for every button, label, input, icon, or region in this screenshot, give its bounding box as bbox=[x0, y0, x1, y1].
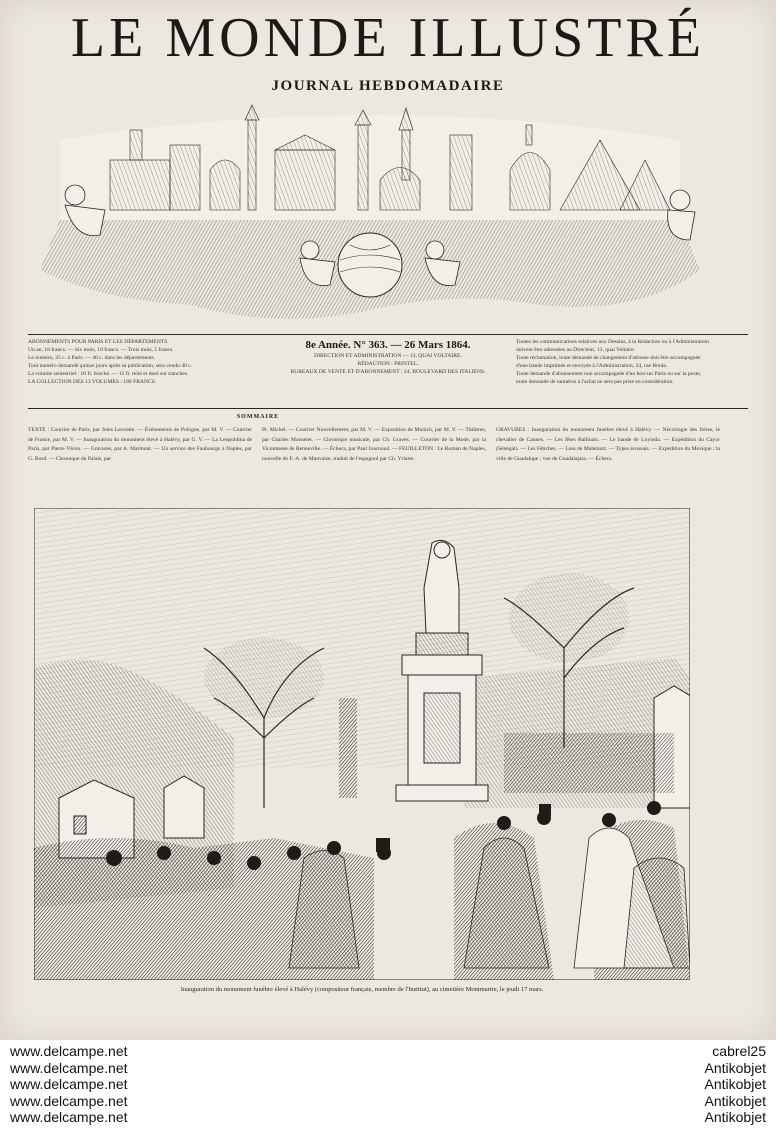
main-engraving bbox=[34, 508, 690, 980]
masthead-engraving bbox=[40, 100, 704, 330]
info-line: LA COLLECTION DES 13 VOLUMES : 180 FRANCS. bbox=[28, 379, 157, 385]
info-line: Tout numéro demandé quinze jours après sa publication, sera vendu 40 c. bbox=[28, 363, 193, 369]
info-line: toute demande de numéros à l'achat ne sera pas prise en considération. bbox=[516, 379, 674, 385]
info-line: La volume semestriel : 10 fr. broché. — 15 fr. relié et doré sur tranches. bbox=[28, 371, 189, 377]
watermark-line: Antikobjet bbox=[704, 1092, 766, 1109]
info-line: Toutes les communications relatives aux Dessins, à la Rédaction ou à l'Administration bbox=[516, 339, 709, 345]
watermark-line: cabrel25 bbox=[712, 1043, 766, 1059]
correspondence-info bbox=[516, 338, 748, 386]
sommaire-gravures: GRAVURES : Inauguration du monument funèbre élevé à Halévy. — Nécrologie des frères, le chevalier de Cannes. — Les fêtes Ballinais. — Le bande de Loyinda. — Expédition du Cayor (Sénégal). — Les Fétiches. — Lieu de Malemort. — Types écossais. — Expédition du Mexique ; la ville de Guadalupe ; vue de Guadalajara. — Échecs. bbox=[496, 427, 720, 462]
info-bar bbox=[28, 338, 748, 408]
watermark-line: Antikobjet bbox=[704, 1076, 766, 1093]
engraving-caption: Inauguration du monument funèbre élevé à Halévy (compositeur français, membre de l'Institut), au cimetière Montmartre, le jeudi 17 mars. bbox=[180, 986, 544, 993]
masthead-title: LE MONDE ILLUSTRÉ bbox=[70, 7, 706, 69]
info-line: ABONNEMENTS POUR PARIS ET LES DÉPARTEMENTS bbox=[28, 339, 168, 345]
subscription-info bbox=[28, 338, 260, 386]
info-line: doivent être adressées au Directeur, 13, quai Voltaire. bbox=[516, 347, 636, 353]
info-line: BUREAUX DE VENTE ET D'ABONNEMENT : 24, BOULEVARD DES ITALIENS. bbox=[290, 369, 486, 375]
bottom-rule bbox=[28, 408, 748, 409]
issue-block bbox=[268, 338, 508, 376]
sommaire-texte-col1: TEXTE : Courrier de Paris, par Jules Lecomte. — Événements de Pologne, par M. V. — Courrier de France, par M. V. — Inauguration du monument élevé à Halévy, par G. V. — La Leopoldina de Paris, par Pierre Véron. — Gravures, par A. Marmont. — Un service des Faubourgs à Naples, par G. Bord. — Chronique du Palais, par bbox=[28, 427, 252, 462]
watermark-right bbox=[705, 1043, 766, 1126]
info-line: Toute demande d'abonnement non accompagnée d'un bon sur Paris ou sur la poste, bbox=[516, 371, 702, 377]
watermark-line: www.delcampe.net bbox=[10, 1076, 128, 1093]
watermark-line: Antikobjet bbox=[704, 1109, 766, 1126]
masthead-subtitle: JOURNAL HEBDOMADAIRE bbox=[271, 78, 505, 94]
info-line: DIRECTION ET ADMINISTRATION — 13, QUAI VOLTAIRE. bbox=[314, 353, 462, 359]
issue-number: 8e Année. N° 363. — 26 Mars 1864. bbox=[305, 339, 471, 351]
watermark-line: www.delcampe.net bbox=[10, 1059, 128, 1076]
watermark-line: Antikobjet bbox=[704, 1059, 766, 1076]
watermark-line: www.delcampe.net bbox=[10, 1092, 128, 1109]
sommaire-heading: SOMMAIRE bbox=[236, 414, 280, 420]
info-line: d'une bande imprimée et envoyée à l'Administration, 24, rue Breda. bbox=[516, 363, 668, 369]
info-line: Un an, 18 francs. — Six mois, 10 francs. — Trois mois, 5 francs. bbox=[28, 347, 174, 353]
top-rule bbox=[28, 334, 748, 335]
watermark-line: www.delcampe.net bbox=[10, 1043, 128, 1059]
info-line: Le numéro, 35 c. à Paris. — 40 c. dans les départements. bbox=[28, 355, 156, 361]
info-line: Toute réclamation, toute demande de changement d'adresse doit être accompagnée bbox=[516, 355, 701, 361]
watermark-left bbox=[10, 1043, 128, 1126]
info-line: RÉDACTION : PRINTEL. bbox=[357, 361, 419, 367]
watermark-line: www.delcampe.net bbox=[10, 1109, 128, 1126]
sommaire-texte-col2: Pr. Michel. — Courrier Nouvellement, par M. V. — Exposition de Munich, par M. V. — Théâtres, par Charles Monselet. — Chronique musicale, par Ch. Graves. — Courrier de la Mode, par la Vicomtesse de Renneville. — Échecs, par Paul Journoud. — FEUILLETON : Le Roman de Naples, nouvelle de F.-A. de Mauvaise, traduit de l'espagnol par Ch. Yriarte. bbox=[262, 427, 486, 462]
